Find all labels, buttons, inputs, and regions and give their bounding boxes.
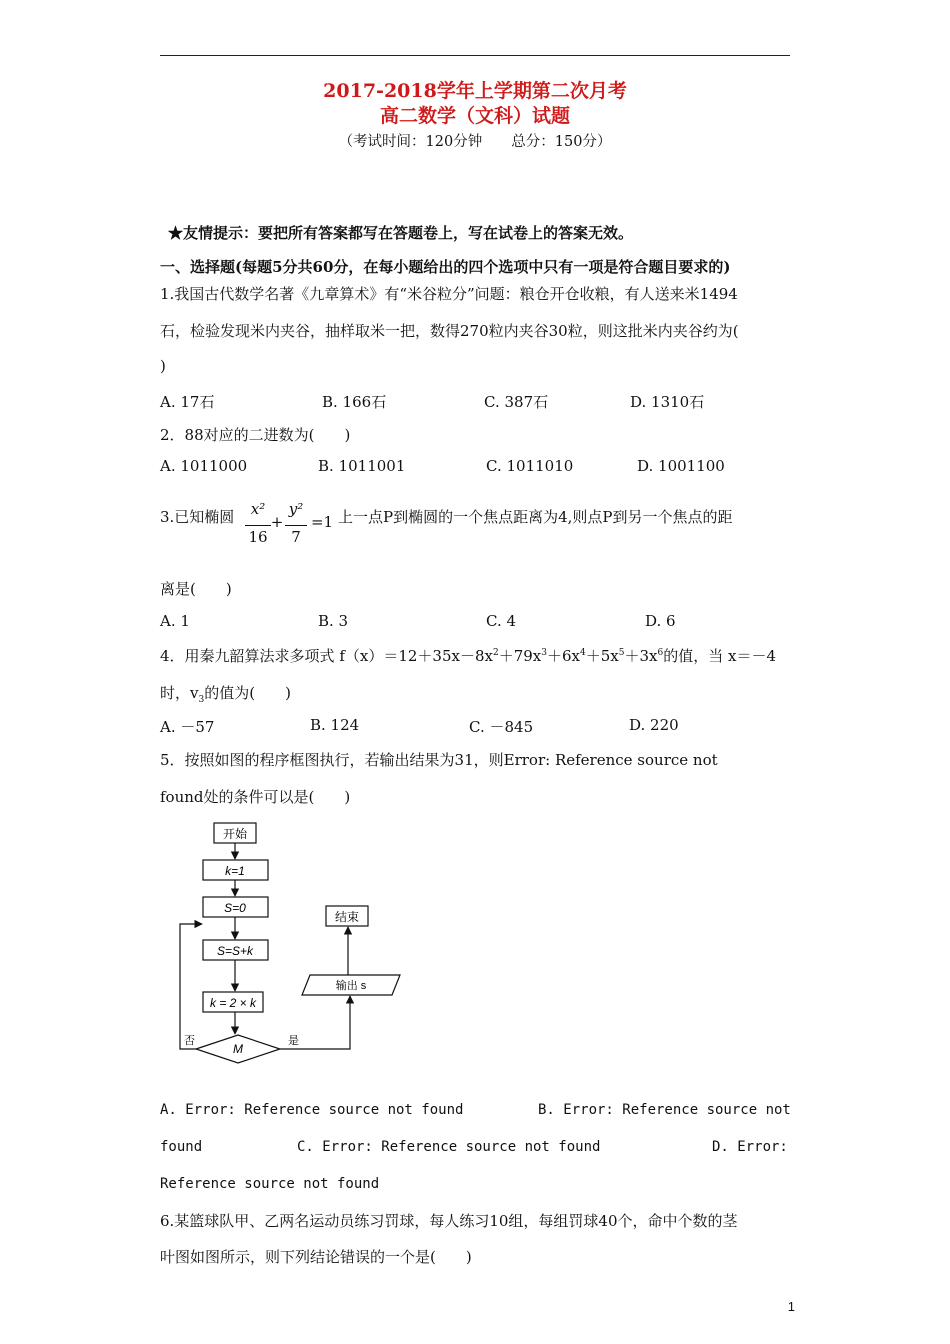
q3-line2: 离是( ) (160, 580, 232, 598)
q3-option-b: B. 3 (318, 612, 349, 630)
q5-option-d: D. Error: (712, 1139, 788, 1155)
q4-line2 (160, 682, 291, 705)
q4-text-d: ＋5x (585, 647, 619, 665)
exam-title: 2017-2018学年上学期第二次月考 (323, 80, 627, 102)
q3-frac1-bar (245, 525, 271, 526)
q1-line2: 石，检验发现米内夹谷，抽样取米一把，数得270粒内夹谷30粒，则这批米内夹谷约为( (160, 322, 739, 340)
q3-suffix: 上一点P到椭圆的一个焦点距离为4,则点P到另一个焦点的距 (338, 508, 733, 526)
q5-line2: found处的条件可以是( ) (160, 788, 351, 806)
q2-option-d: D. 1001100 (637, 457, 725, 475)
q2-option-b: B. 1011001 (318, 457, 406, 475)
flow-k2k-label: k = 2 × k (209, 996, 257, 1010)
exam-info: （考试时间：120分钟 总分：150分） (338, 134, 612, 150)
q4-text-a: 4．用秦九韶算法求多项式 f（x）＝12＋35x－8x (160, 647, 493, 665)
exam-subtitle: 高二数学（文科）试题 (379, 105, 570, 127)
page-number: 1 (787, 1299, 795, 1314)
q4-line1 (160, 645, 776, 666)
q3-frac2-den: 7 (291, 528, 301, 546)
q5-option-a: A. Error: Reference source not found (160, 1102, 464, 1118)
q4-exp3: 3 (541, 648, 547, 658)
q4-line2-sub: 3 (198, 695, 205, 705)
q2-option-a: A. 1011000 (160, 457, 248, 475)
q3-plus: + (270, 513, 284, 531)
flow-no-label: 否 (184, 1035, 195, 1047)
q3-option-d: D. 6 (645, 612, 676, 630)
q1-line3: ) (160, 357, 166, 375)
q4-option-d: D. 220 (629, 716, 679, 734)
q4-text-e: ＋3x (624, 647, 658, 665)
q3-frac1-den: 16 (248, 528, 268, 546)
q4-option-c: C. －845 (469, 718, 534, 736)
flowchart (170, 818, 410, 1068)
flow-end-label: 结束 (334, 910, 360, 924)
q4-option-b: B. 124 (310, 716, 360, 734)
flow-start-label: 开始 (222, 827, 248, 841)
q5-line1: 5．按照如图的程序框图执行，若输出结果为31，则Error: Reference source not (160, 751, 718, 769)
q4-exp2: 2 (492, 648, 499, 658)
q5-option-c: C. Error: Reference source not found (297, 1139, 601, 1155)
q4-text-c: ＋6x (546, 647, 580, 665)
section-heading: 一、选择题(每题5分共60分，在每小题给出的四个选项中只有一项是符合题目要求的) (160, 258, 731, 276)
flow-cond-label: M (233, 1042, 243, 1056)
q2-option-c: C. 1011010 (486, 457, 574, 475)
q3-option-c: C. 4 (486, 612, 517, 630)
q1-option-d: D. 1310石 (630, 393, 705, 411)
q4-exp6: 6 (657, 648, 664, 658)
q4-line2-a: 时，v (160, 684, 199, 702)
flow-yes-label: 是 (288, 1035, 299, 1047)
q4-text-f: 的值，当 x＝－4 (663, 647, 777, 665)
q5-option-b: B. Error: Reference source not (538, 1102, 791, 1118)
q1-option-a: A. 17石 (160, 393, 215, 411)
flow-s0-label: S=0 (224, 901, 246, 915)
q3-frac2-bar (285, 525, 307, 526)
q6-line1: 6.某篮球队甲、乙两名运动员练习罚球，每人练习10组，每组罚球40个，命中个数的茎 (160, 1212, 738, 1230)
q6-line2: 叶图如图所示，则下列结论错误的一个是( ) (160, 1248, 472, 1266)
q4-line2-b: 的值为( ) (204, 684, 291, 702)
q1-line1: 1.我国古代数学名著《九章算术》有“米谷粒分”问题：粮仓开仓收粮，有人送来米1494 (160, 285, 738, 303)
q2-stem: 2．88对应的二进数为( ) (160, 426, 351, 444)
header-rule (160, 55, 790, 56)
q4-option-a: A. －57 (160, 718, 215, 736)
q4-text-b: ＋79x (498, 647, 542, 665)
q5-option-b-cont: found (160, 1139, 203, 1155)
q1-option-c: C. 387石 (484, 393, 549, 411)
q1-option-b: B. 166石 (322, 393, 387, 411)
q4-exp4: 4 (580, 648, 586, 658)
q4-exp5: 5 (618, 648, 625, 658)
q3-frac1-num: x² (250, 500, 266, 518)
q3-frac2-num: y² (288, 500, 304, 518)
flow-output-label: 输出 s (335, 980, 367, 992)
q5-option-d-cont: Reference source not found (160, 1176, 380, 1192)
flow-ssk-label: S=S+k (216, 944, 254, 958)
flow-k1-label: k=1 (225, 864, 245, 878)
q3-option-a: A. 1 (160, 612, 190, 630)
q3-eq: =1 (310, 513, 334, 531)
q3-prefix: 3.已知椭圆 (160, 508, 235, 526)
notice: ★友情提示：要把所有答案都写在答题卷上，写在试卷上的答案无效。 (168, 224, 634, 242)
